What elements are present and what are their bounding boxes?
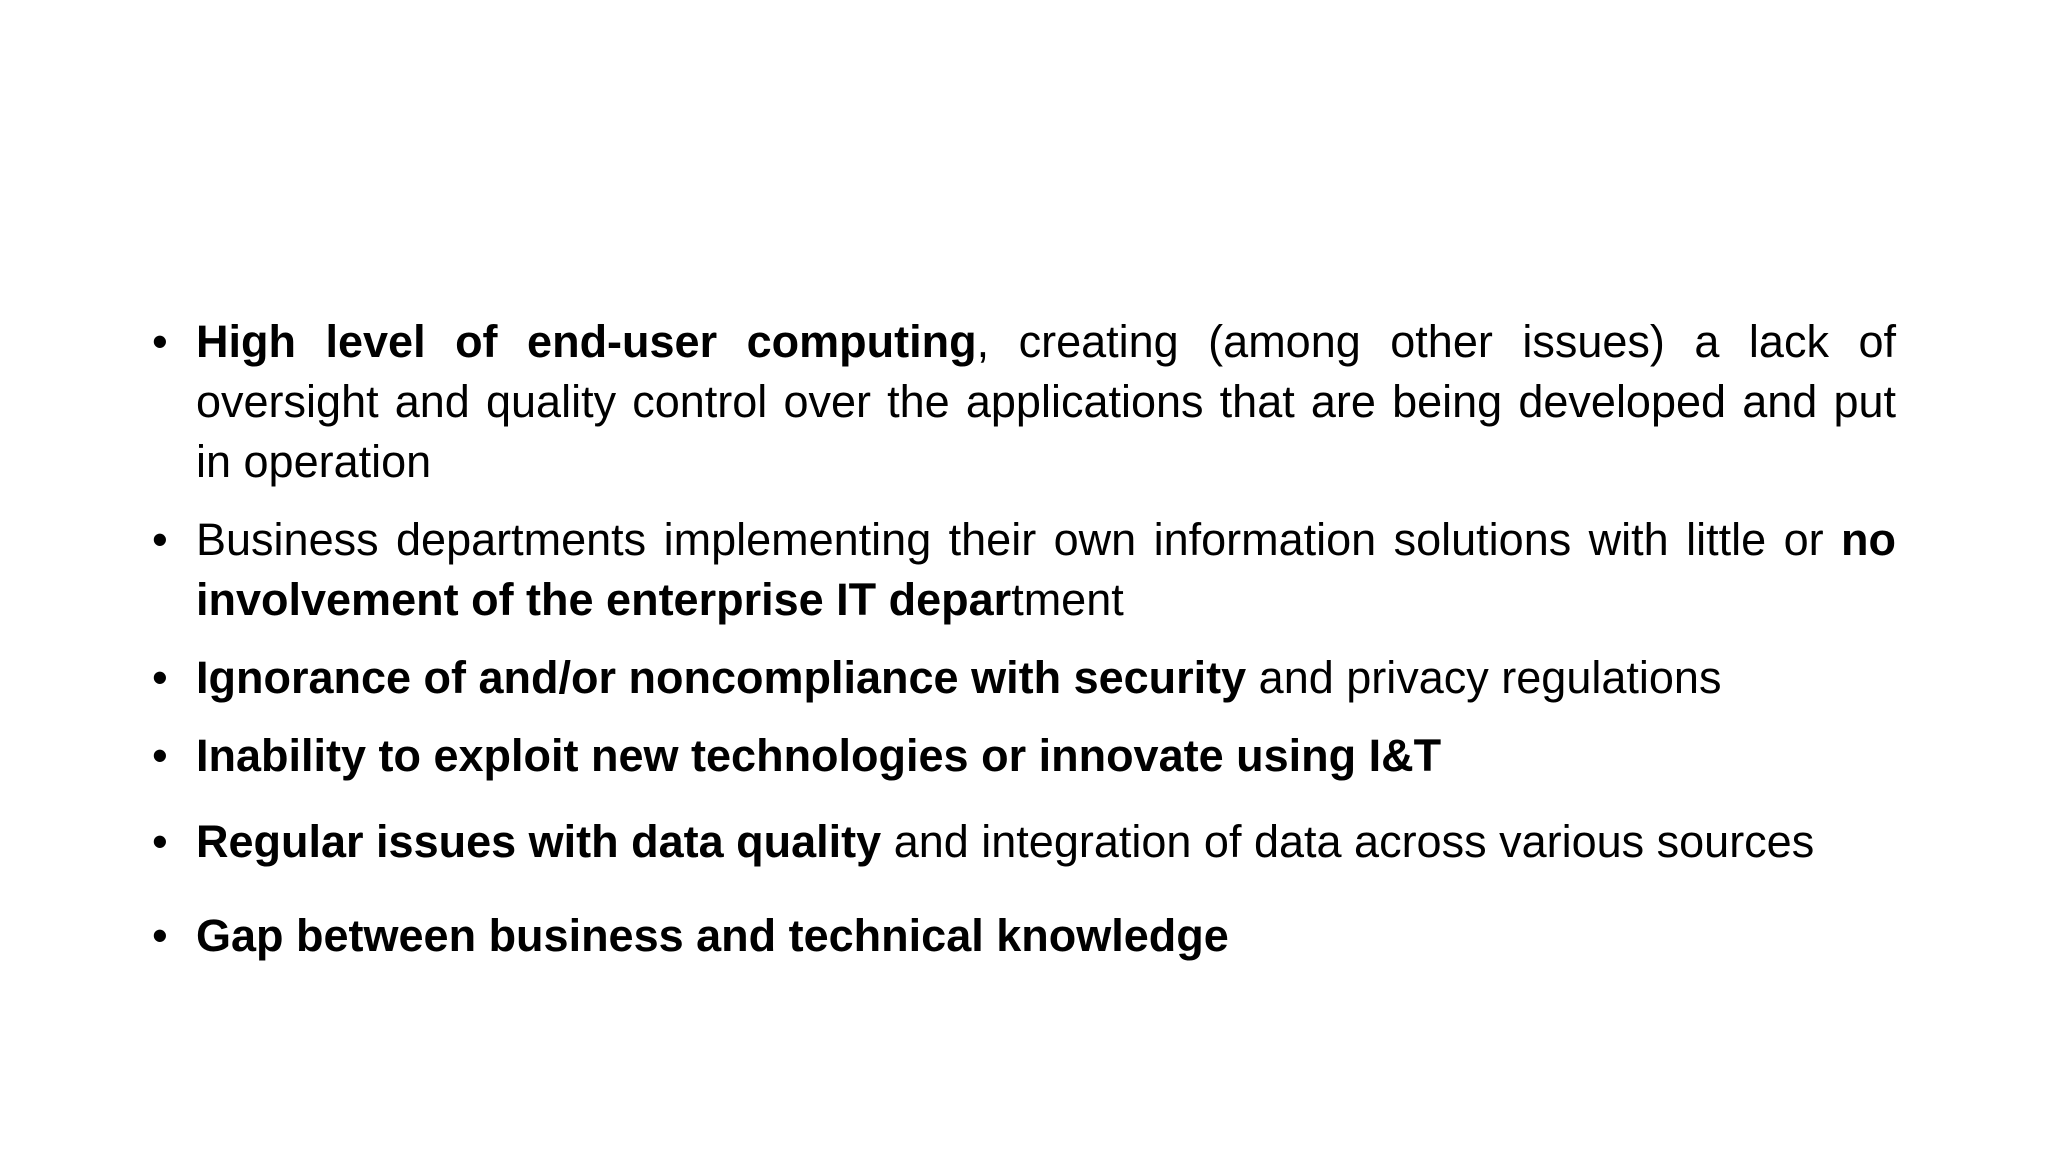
bullet-bold-text: Inability to exploit new technologies or innovate using I&T — [196, 730, 1442, 781]
bullet-bold-text: High level of end-user computing — [196, 316, 977, 367]
bullet-dot-icon: • — [152, 514, 168, 565]
bullet-text: and privacy regulations — [1246, 652, 1722, 703]
bullet-dot-icon: • — [152, 910, 168, 961]
bullet-text: tment — [1011, 574, 1124, 625]
bullet-bold-text: Gap between business and technical knowledge — [196, 910, 1229, 961]
bullet-dot-icon: • — [152, 652, 168, 703]
bullet-text: Business departments implementing their own information solutions with little or — [196, 514, 1842, 565]
bullet-bold-text: Ignorance of and/or noncompliance with security — [196, 652, 1247, 703]
bullet-dot-icon: • — [152, 316, 168, 367]
bullet-dot-icon: • — [152, 816, 168, 867]
bullet-item-security-ignorance — [152, 648, 1896, 708]
bullet-item-data-quality — [152, 812, 1896, 872]
bullet-item-inability-to-exploit — [152, 726, 1896, 786]
bullet-bold-text: no involvement of the enterprise IT depar — [196, 514, 1896, 625]
bullet-dot-icon: • — [152, 730, 168, 781]
bullet-text: and integration of data across various sources — [881, 816, 1815, 867]
bullet-list — [152, 312, 1896, 966]
bullet-text: , creating (among other issues) a lack of oversight and quality control over the applications that are being developed and put in operation — [196, 316, 1896, 487]
bullet-item-end-user-computing — [152, 312, 1896, 492]
bullet-item-business-departments — [152, 510, 1896, 630]
bullet-bold-text: Regular issues with data quality — [196, 816, 882, 867]
bullet-item-knowledge-gap — [152, 906, 1896, 966]
